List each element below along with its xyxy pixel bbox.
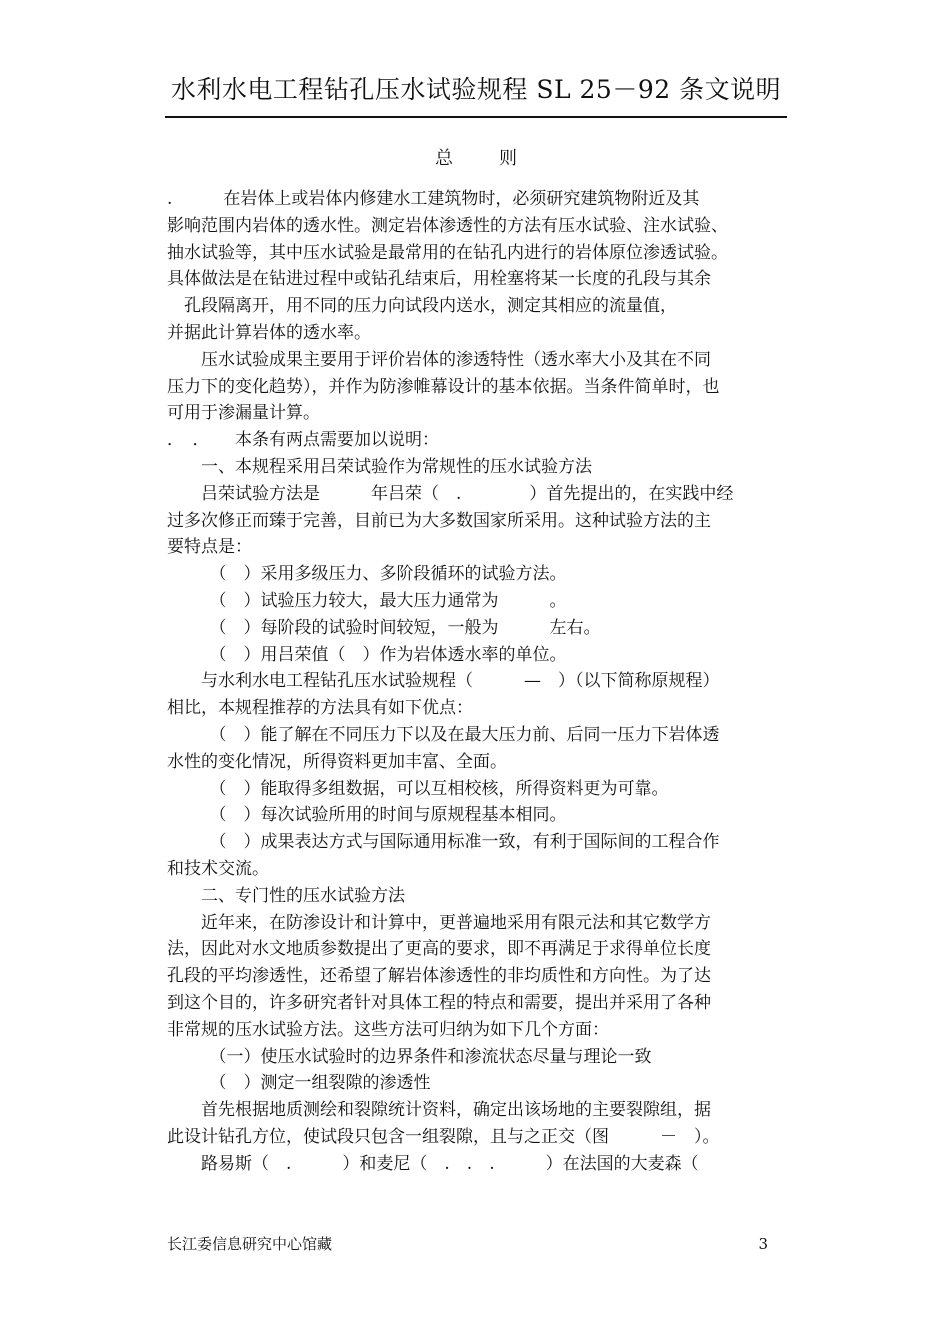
text-line: 吕荣试验方法是 年吕荣（ . ）首先提出的，在实践中经 — [167, 483, 734, 504]
text-line: 压水试验成果主要用于评价岩体的渗透特性（透水率大小及其在不同 — [167, 349, 711, 370]
document-title: 水利水电工程钻孔压水试验规程 SL 25－92 条文说明 — [170, 75, 782, 104]
page-number: 3 — [758, 1235, 768, 1253]
text-line: （ ）能了解在不同压力下以及在最大压力前、后同一压力下岩体透 — [167, 724, 720, 745]
text-line: 要特点是： — [167, 537, 252, 558]
text-line: 首先根据地质测绘和裂隙统计资料，确定出该场地的主要裂隙组，据 — [167, 1100, 711, 1121]
text-line: （ ）用吕荣值（ ）作为岩体透水率的单位。 — [167, 644, 567, 665]
text-line: 并据此计算岩体的透水率。 — [167, 322, 371, 343]
text-line: 近年来，在防渗设计和计算中，更普遍地采用有限元法和其它数学方 — [167, 912, 711, 933]
text-line: 此设计钻孔方位，使试段只包含一组裂隙，且与之正交（图 － ）。 — [167, 1126, 720, 1147]
text-line: 具体做法是在钻进过程中或钻孔结束后，用栓塞将某一长度的孔段与其余 — [167, 269, 711, 290]
footer-source: 长江委信息研究中心馆藏 — [167, 1235, 333, 1253]
text-line: 抽水试验等，其中压水试验是最常用的在钻孔内进行的岩体原位渗透试验。 — [167, 242, 728, 263]
body-text — [167, 186, 787, 1177]
text-line: 孔段的平均渗透性，还希望了解岩体渗透性的非均质性和方向性。为了达 — [167, 966, 711, 987]
text-line: （ ）成果表达方式与国际通用标准一致，有利于国际间的工程合作 — [167, 832, 720, 853]
text-line: （ ）每次试验所用的时间与原规程基本相同。 — [167, 805, 567, 826]
text-line: 影响范围内岩体的透水性。测定岩体渗透性的方法有压水试验、注水试验、 — [167, 215, 728, 236]
text-line: （一）使压水试验时的边界条件和渗流状态尽量与理论一致 — [167, 1046, 652, 1067]
text-line: 过多次修正而臻于完善，目前已为大多数国家所采用。这种试验方法的主 — [167, 510, 711, 531]
text-line: 二、专门性的压水试验方法 — [167, 885, 405, 906]
text-line: 非常规的压水试验方法。这些方法可归纳为如下几个方面： — [167, 1019, 609, 1040]
text-line: 水性的变化情况，所得资料更加丰富、全面。 — [167, 751, 507, 772]
page-header — [165, 70, 787, 118]
text-line: 压力下的变化趋势），并作为防渗帷幕设计的基本依据。当条件简单时，也 — [167, 376, 720, 397]
text-line: ． ． 本条有两点需要加以说明： — [167, 430, 439, 451]
text-line: 一、本规程采用吕荣试验作为常规性的压水试验方法 — [167, 456, 592, 477]
text-line: 相比，本规程推荐的方法具有如下优点： — [167, 698, 473, 719]
text-line: 和技术交流。 — [167, 858, 269, 879]
text-line: 与水利水电工程钻孔压水试验规程（ — ）（以下简称原规程） — [167, 671, 720, 692]
text-line: （ ）能取得多组数据，可以互相校核，所得资料更为可靠。 — [167, 778, 669, 799]
section-title: 总 则 — [435, 148, 531, 169]
text-line: 可用于渗漏量计算。 — [167, 403, 320, 424]
text-line: 法，因此对水文地质参数提出了更高的要求，即不再满足于求得单位长度 — [167, 939, 711, 960]
text-line: （ ）采用多级压力、多阶段循环的试验方法。 — [167, 564, 567, 585]
text-line: 到这个目的，许多研究者针对具体工程的特点和需要，提出并采用了各种 — [167, 992, 711, 1013]
text-line: 路易斯（ . ）和麦尼（ . . . ）在法国的大麦森（ — [167, 1153, 699, 1174]
text-line: （ ）测定一组裂隙的渗透性 — [167, 1073, 431, 1094]
text-line: . 在岩体上或岩体内修建水工建筑物时，必须研究建筑物附近及其 — [167, 189, 700, 209]
text-line: （ ）试验压力较大，最大压力通常为 。 — [167, 590, 567, 611]
text-line: 孔段隔离开，用不同的压力向试段内送水，测定其相应的流量值， — [167, 296, 677, 317]
text-line: （ ）每阶段的试验时间较短，一般为 左右。 — [167, 617, 601, 638]
